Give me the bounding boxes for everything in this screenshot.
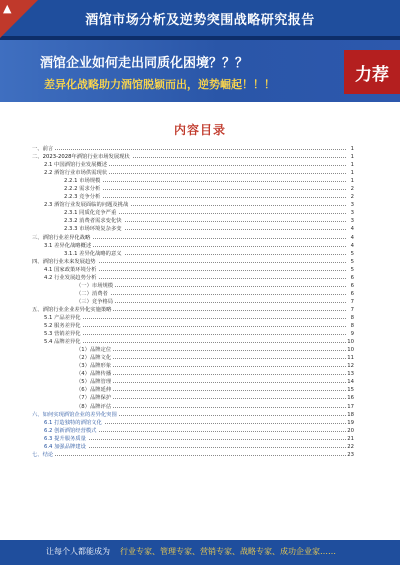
toc-page-number: 4 (350, 242, 354, 249)
toc-entry-text: 4.1 国家政策环境分析 (44, 266, 97, 273)
toc-page-number: 16 (347, 395, 354, 402)
toc-entry-text: 2.3.2 消费者需求变化快 (64, 218, 122, 225)
toc-leader-dots (76, 366, 346, 367)
toc-entry-text: （4）品牌传播 (76, 371, 112, 378)
toc-leader-dots (76, 382, 346, 383)
toc-entry-text: （三）竞争格局 (76, 298, 114, 305)
toc-page-number: 11 (347, 355, 354, 362)
toc-page-number: 1 (350, 170, 354, 177)
toc-page-number: 10 (347, 339, 354, 346)
toc-entry[interactable] (32, 290, 354, 298)
toc-entry[interactable] (32, 225, 354, 233)
toc-entry-text: 6.2 创新酒馆经营模式 (44, 427, 97, 434)
toc-entry[interactable] (32, 451, 354, 459)
toc-leader-dots (76, 398, 346, 399)
toc-page-number: 13 (347, 371, 354, 378)
toc-entry-text: 5.4 品牌差异化 (44, 339, 81, 346)
toc-leader-dots (44, 447, 346, 448)
toc-entry-text: 2.2 酒馆行业市场供需现状 (44, 170, 108, 177)
toc-entry[interactable] (32, 362, 354, 370)
toc-entry-text: （二）消费者 (76, 290, 108, 297)
toc-page-number: 9 (350, 331, 354, 338)
toc-entry[interactable] (32, 443, 354, 451)
toc-entry[interactable] (32, 201, 354, 209)
toc-leader-dots (64, 197, 346, 198)
toc-page-number: 5 (350, 258, 354, 265)
toc-page-number: 15 (347, 387, 354, 394)
toc-entry[interactable] (32, 322, 354, 330)
toc-entry[interactable] (32, 354, 354, 362)
toc-page-number: 2 (350, 194, 354, 201)
toc-entry[interactable] (32, 330, 354, 338)
toc-page-number: 8 (350, 323, 354, 330)
toc-entry[interactable] (32, 370, 354, 378)
toc-page-number: 6 (350, 282, 354, 289)
toc-entry[interactable] (32, 217, 354, 225)
toc-entry[interactable] (32, 258, 354, 266)
toc-leader-dots (76, 374, 346, 375)
toc-entry[interactable] (32, 435, 354, 443)
toc-page-number: 3 (350, 210, 354, 217)
toc-entry-text: 3.1.1 差异化战略的意义 (64, 250, 122, 257)
toc-leader-dots (44, 326, 346, 327)
toc-entry[interactable] (32, 250, 354, 258)
toc-entry[interactable] (32, 403, 354, 411)
toc-entry[interactable] (32, 282, 354, 290)
toc-entry-text: 2.2.3 竞争分析 (64, 194, 101, 201)
toc-entry-text: 6.1 打造独特的酒馆文化 (44, 419, 102, 426)
toc-entry-text: 2.3.1 同质化竞争严重 (64, 210, 117, 217)
toc-entry[interactable] (32, 298, 354, 306)
toc-leader-dots (76, 294, 346, 295)
toc-page-number: 18 (347, 411, 354, 418)
toc-entry-text: 一、前言 (32, 146, 54, 152)
document-title: 酒馆市场分析及逆势突围战略研究报告 (85, 13, 315, 28)
toc-leader-dots (76, 358, 346, 359)
toc-entry[interactable] (32, 386, 354, 394)
toc-entry-text: 五、酒馆行业企业差异化实施策略 (32, 306, 112, 313)
toc-page-number: 6 (350, 274, 354, 281)
footer-roles: 行业专家、管理专家、营销专家、战略专家、成功企业家…… (120, 547, 336, 556)
toc-leader-dots (64, 189, 346, 190)
toc-entry[interactable] (32, 266, 354, 274)
toc-leader-dots (76, 390, 346, 391)
recommend-stamp (344, 50, 400, 94)
toc-entry-text: 三、酒馆行业差异化战略 (32, 234, 91, 241)
toc-entry-text: （2）品牌文化 (76, 355, 112, 362)
toc-leader-dots (76, 350, 346, 351)
toc-entry-text: 4.2 行业发展趋势分析 (44, 274, 97, 281)
toc-entry[interactable] (32, 274, 354, 282)
toc-page-number: 21 (347, 435, 354, 442)
toc-entry-text: 2.3 酒馆行业发展面临的问题及挑战 (44, 202, 129, 209)
toc-page-number: 5 (350, 250, 354, 257)
toc-page-number: 20 (347, 427, 354, 434)
toc-entry[interactable] (32, 419, 354, 427)
toc-page-number: 23 (347, 451, 354, 458)
toc-page-number: 1 (350, 154, 354, 161)
toc-page-number: 7 (350, 306, 354, 313)
toc-entry[interactable] (32, 169, 354, 177)
toc-title: 内容目录 (173, 123, 226, 137)
toc-entry[interactable] (32, 378, 354, 386)
toc-entry[interactable] (32, 185, 354, 193)
footer-slogan: 让每个人都能成为 (46, 547, 110, 556)
toc-entry[interactable] (32, 338, 354, 346)
toc-leader-dots (76, 302, 346, 303)
toc-entry-text: （3）品牌形象 (76, 363, 112, 370)
toc-entry[interactable] (32, 427, 354, 435)
toc-leader-dots (44, 334, 346, 335)
logo-icon: ▲ (3, 2, 12, 15)
toc-entry-text: （7）品牌保护 (76, 395, 112, 402)
toc-page-number: 1 (350, 178, 354, 185)
toc-page-number: 7 (350, 298, 354, 305)
toc-entry-text: 2.1 中国酒馆行业发展概述 (44, 162, 108, 169)
toc-entry-text: 5.3 营销差异化 (44, 331, 81, 338)
toc-entry-text: 3.1 差异化战略概述 (44, 242, 92, 249)
toc-entry[interactable] (32, 394, 354, 402)
toc-entry-text: 2.3.3 市场环境复杂多变 (64, 226, 122, 233)
headline-banner (0, 40, 400, 102)
toc-entry[interactable] (32, 177, 354, 185)
toc-entry-text: 6.3 提升服务质量 (44, 435, 86, 442)
toc-page-number: 4 (350, 226, 354, 233)
toc-entry-text: 六、如何实现酒馆企业的差异化突围 (32, 411, 117, 418)
toc-page-number: 10 (347, 347, 354, 354)
toc-page-number: 14 (347, 379, 354, 386)
toc-entry[interactable] (32, 161, 354, 169)
toc-entry-text: （5）品牌管理 (76, 379, 112, 386)
toc-page-number: 4 (350, 234, 354, 241)
toc-entry[interactable] (32, 306, 354, 314)
toc-entry[interactable] (32, 209, 354, 217)
toc-leader-dots (64, 181, 346, 182)
toc-page-number: 6 (350, 290, 354, 297)
toc-entry[interactable] (32, 234, 354, 242)
toc-entry-text: 二、2023-2028年酒馆行业市场发展现状 (32, 154, 130, 161)
toc-entry-text: 2.2.1 市场规模 (64, 178, 101, 185)
toc-entry[interactable] (32, 346, 354, 354)
stamp-label: 力荐 (355, 65, 389, 85)
toc-entry[interactable] (32, 411, 354, 419)
toc-entry[interactable] (32, 193, 354, 201)
toc-leader-dots (32, 455, 346, 456)
banner-subline: 差异化战略助力酒馆脱颖而出，逆势崛起！！！ (44, 78, 275, 91)
toc-entry-text: （1）品牌定位 (76, 347, 112, 354)
toc-leader-dots (44, 342, 346, 343)
toc-page-number: 8 (350, 314, 354, 321)
toc-page-number: 5 (350, 266, 354, 273)
toc-entry-text: 5.2 服务差异化 (44, 323, 81, 330)
toc-page-number: 19 (347, 419, 354, 426)
table-of-contents (32, 145, 354, 459)
toc-page-number: 17 (347, 403, 354, 410)
toc-entry-text: （6）品牌延伸 (76, 387, 112, 394)
toc-page-number: 2 (350, 186, 354, 193)
toc-leader-dots (32, 149, 346, 150)
toc-entry-text: 6.4 加强品牌建设 (44, 443, 86, 450)
toc-leader-dots (44, 318, 346, 319)
toc-page-number: 1 (350, 162, 354, 169)
toc-page-number: 12 (347, 363, 354, 370)
toc-page-number: 3 (350, 202, 354, 209)
toc-entry-text: 四、酒馆行业未来发展趋势 (32, 258, 96, 265)
toc-page-number: 3 (350, 218, 354, 225)
banner-headline: 酒馆企业如何走出同质化困境？？？ (40, 56, 249, 71)
toc-entry[interactable] (32, 314, 354, 322)
toc-entry[interactable] (32, 242, 354, 250)
toc-leader-dots (76, 407, 346, 408)
toc-page-number: 22 (347, 443, 354, 450)
toc-entry-text: 5.1 产品差异化 (44, 314, 81, 321)
toc-entry-text: （8）品牌评估 (76, 403, 112, 410)
toc-entry-text: 七、结论 (32, 451, 54, 458)
toc-leader-dots (44, 439, 346, 440)
toc-leader-dots (76, 286, 346, 287)
toc-page-number: 1 (350, 146, 354, 152)
toc-entry-text: （一）市场规模 (76, 282, 114, 289)
toc-entry-text: 2.2.2 需求分析 (64, 186, 101, 193)
toc-entry[interactable] (32, 153, 354, 161)
toc-entry[interactable] (32, 145, 354, 153)
